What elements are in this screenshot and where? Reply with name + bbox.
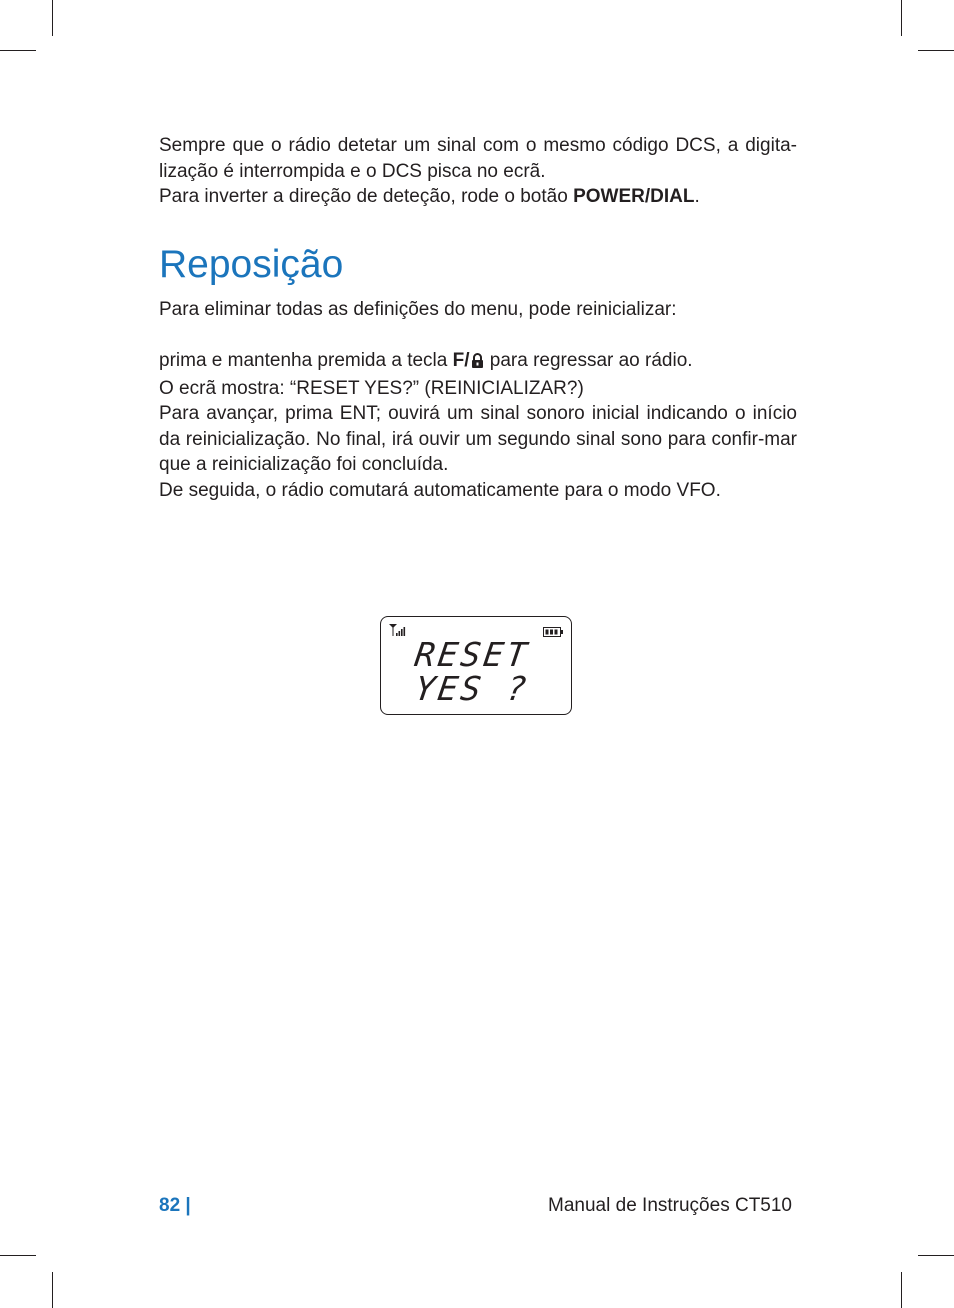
intro-paragraph: Sempre que o rádio detetar um sinal com o mesmo código DCS, a digita-lização é interrompida e o DCS pisca no ecrã. — [159, 135, 797, 182]
section-heading: Reposição — [159, 243, 344, 286]
crop-mark — [901, 0, 902, 36]
crop-mark — [0, 1255, 36, 1256]
step-3: Para avançar, prima ENT; ouvirá um sinal sonoro inicial indicando o início da reinicialização. No final, irá ouvir um segundo sinal sono para confir-mar que a reinicialização foi concluída. — [159, 403, 797, 475]
step-1: prima e mantenha premida a tecla F/ para regressar ao rádio. — [159, 348, 797, 376]
lcd-display — [380, 616, 572, 715]
intro-block — [159, 133, 797, 210]
lcd-line-2: YES ? — [412, 669, 533, 708]
crop-mark — [918, 50, 954, 51]
intro-paragraph-2: Para inverter a direção de deteção, rode o botão POWER/DIAL. — [159, 186, 700, 207]
crop-mark — [901, 1272, 902, 1308]
section-intro: Para eliminar todas as definições do menu, pode reinicializar: — [159, 299, 677, 320]
battery-icon — [543, 624, 563, 642]
page-number: 82 | — [159, 1195, 191, 1216]
crop-mark — [0, 50, 36, 51]
reset-section — [159, 297, 797, 503]
crop-mark — [52, 1272, 53, 1308]
footer-title: Manual de Instruções CT510 — [548, 1195, 792, 1216]
lcd-line-1: RESET — [412, 635, 533, 674]
step-4: De seguida, o rádio comutará automaticamente para o modo VFO. — [159, 479, 721, 501]
crop-mark — [52, 0, 53, 36]
lock-icon — [471, 350, 484, 376]
step-2: O ecrã mostra: “RESET YES?” (REINICIALIZAR?) — [159, 377, 584, 399]
signal-icon — [389, 623, 407, 641]
crop-mark — [918, 1255, 954, 1256]
